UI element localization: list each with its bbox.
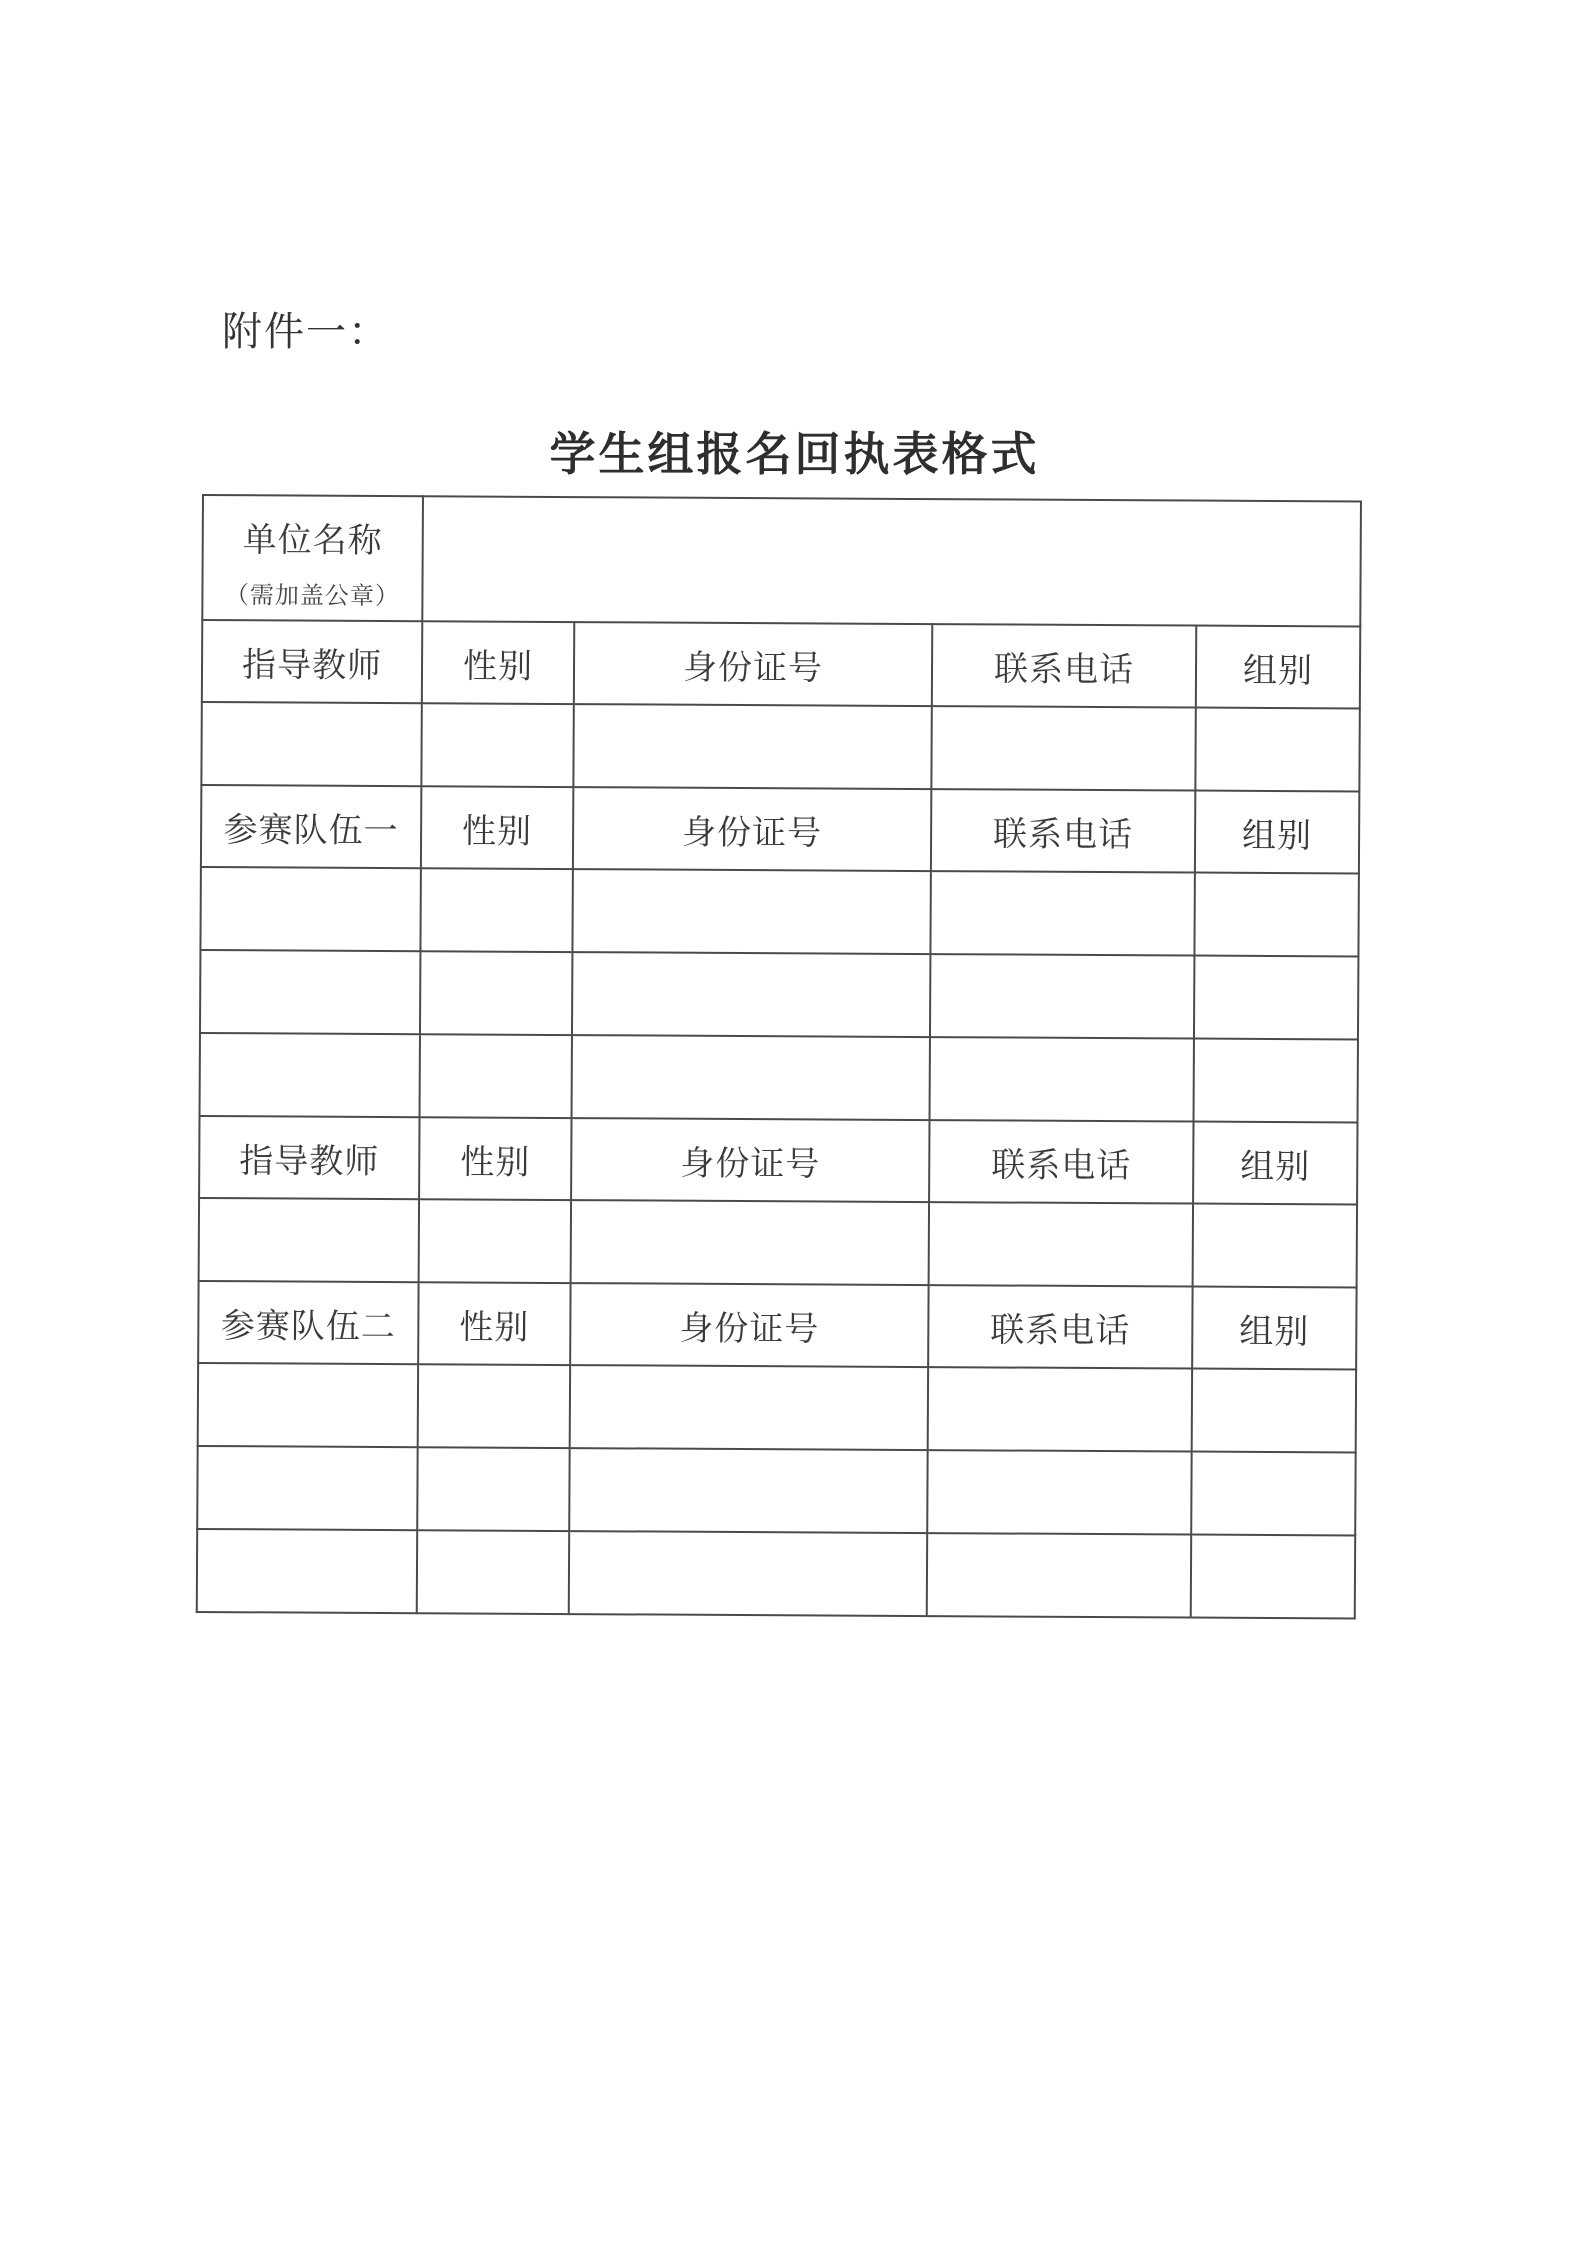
unit-name-label: 单位名称 [242,519,383,561]
id-number-input-cell[interactable] [571,1200,929,1285]
header-cell-group: 组别 [1192,1287,1356,1370]
phone-input-cell[interactable] [930,1037,1194,1121]
gender-input-cell[interactable] [421,703,573,787]
header-cell-gender: 性别 [418,1282,570,1365]
gender-input-cell[interactable] [417,1447,569,1531]
id-number-input-cell[interactable] [572,952,930,1037]
gender-input-cell[interactable] [418,1364,570,1448]
phone-input-cell[interactable] [930,954,1194,1038]
unit-name-label-cell [202,495,423,621]
header-cell-phone: 联系电话 [928,1285,1192,1368]
header-cell-phone: 联系电话 [932,624,1196,707]
header-cell-phone: 联系电话 [931,789,1195,872]
form-title: 学生组报名回执表格式 [549,427,1040,481]
name-input-cell[interactable] [199,1198,419,1282]
id-number-input-cell[interactable] [572,1035,930,1120]
phone-input-cell[interactable] [929,1202,1193,1286]
group-input-cell[interactable] [1191,1535,1355,1619]
name-input-cell[interactable] [200,1033,420,1117]
name-input-cell[interactable] [200,867,420,951]
gender-input-cell[interactable] [417,1530,569,1614]
gender-input-cell[interactable] [420,951,572,1035]
id-number-input-cell[interactable] [569,1531,927,1616]
header-cell-id-number: 身份证号 [573,787,931,871]
group-input-cell[interactable] [1194,956,1358,1040]
group-input-cell[interactable] [1192,1369,1356,1453]
header-cell-id-number: 身份证号 [571,1118,929,1202]
table-row [200,867,1358,956]
unit-name-row [202,495,1361,626]
table-row [197,1529,1355,1618]
header-cell-role: 参赛队伍一 [201,785,421,868]
id-number-input-cell[interactable] [570,1365,928,1450]
phone-input-cell[interactable] [930,871,1194,955]
header-cell-group: 组别 [1195,791,1359,874]
header-cell-gender: 性别 [421,786,573,869]
unit-name-input-cell[interactable] [422,496,1361,626]
table-row [201,702,1359,791]
name-input-cell[interactable] [198,1363,418,1447]
header-cell-id-number: 身份证号 [574,622,932,706]
phone-input-cell[interactable] [931,706,1195,790]
group-input-cell[interactable] [1194,1039,1358,1123]
header-cell-phone: 联系电话 [929,1120,1193,1203]
table-row [197,1446,1355,1535]
header-cell-gender: 性别 [419,1117,571,1200]
group-input-cell[interactable] [1194,873,1358,957]
id-number-input-cell[interactable] [569,1448,927,1533]
attachment-label: 附件一： [222,309,390,355]
team-two-header-row [198,1281,1356,1369]
phone-input-cell[interactable] [928,1367,1192,1451]
id-number-input-cell[interactable] [572,869,930,954]
gender-input-cell[interactable] [420,868,572,952]
header-cell-role: 参赛队伍二 [198,1281,418,1364]
header-cell-id-number: 身份证号 [570,1283,928,1367]
header-cell-group: 组别 [1196,626,1360,709]
name-input-cell[interactable] [201,702,421,786]
team-one-header-row [201,785,1359,873]
name-input-cell[interactable] [197,1446,417,1530]
table-row [200,1033,1358,1122]
phone-input-cell[interactable] [927,1533,1191,1617]
registration-form-table [196,494,1362,1619]
table-row [198,1363,1356,1452]
group-input-cell[interactable] [1191,1452,1355,1536]
table-row [200,950,1358,1039]
gender-input-cell[interactable] [419,1199,571,1283]
teacher-header-row [199,1116,1357,1204]
header-cell-role: 指导教师 [202,620,422,703]
official-seal-note: （需加盖公章） [224,580,401,610]
group-input-cell[interactable] [1193,1204,1357,1288]
name-input-cell[interactable] [200,950,420,1034]
name-input-cell[interactable] [197,1529,417,1613]
group-input-cell[interactable] [1195,708,1359,792]
id-number-input-cell[interactable] [573,704,931,789]
table-row [199,1198,1357,1287]
header-cell-gender: 性别 [422,621,574,704]
teacher-header-row [202,620,1360,708]
gender-input-cell[interactable] [420,1034,572,1118]
header-cell-group: 组别 [1193,1122,1357,1205]
header-cell-role: 指导教师 [199,1116,419,1199]
phone-input-cell[interactable] [927,1450,1191,1534]
